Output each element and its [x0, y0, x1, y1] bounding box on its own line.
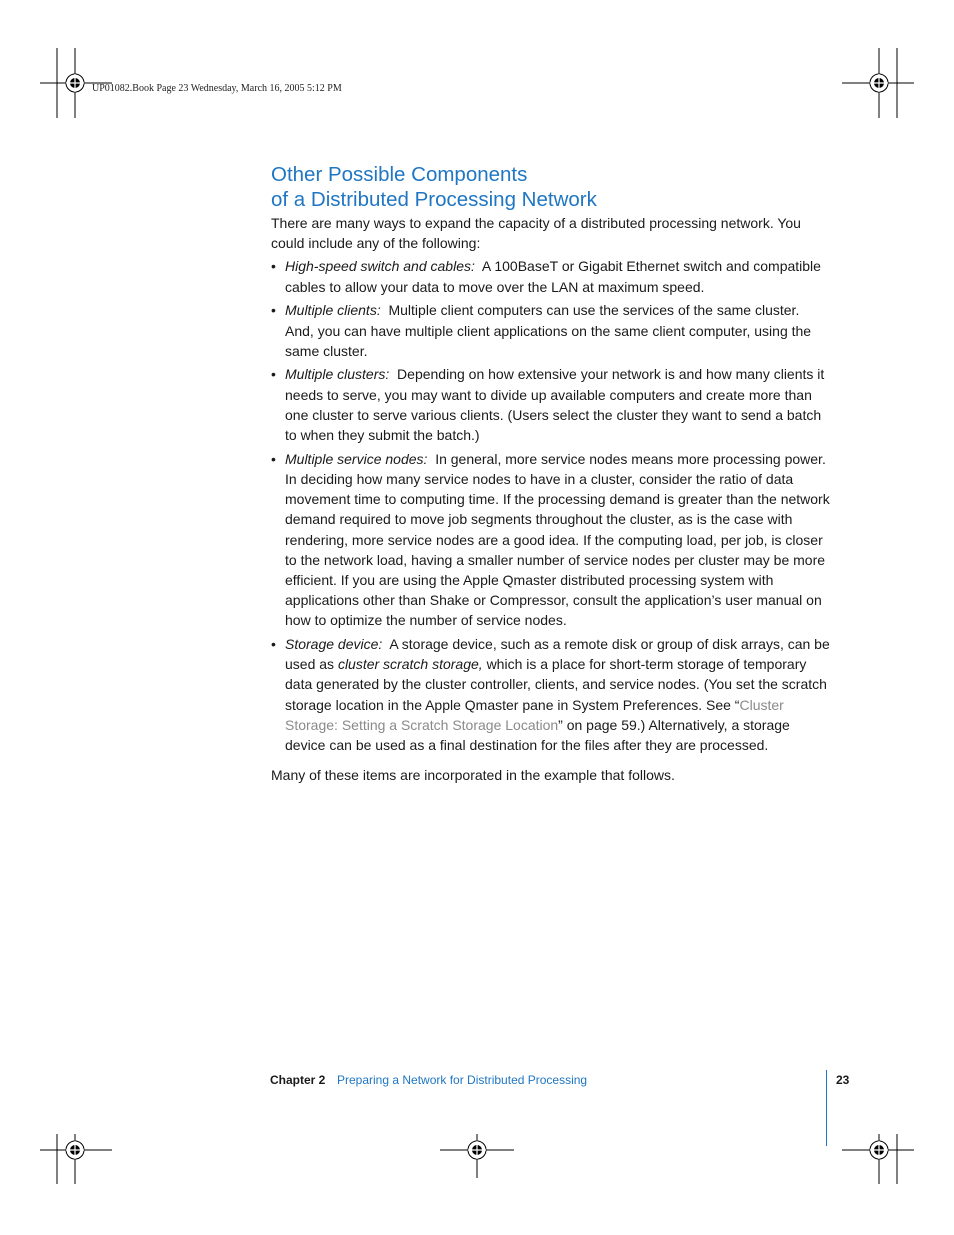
item-text: In general, more service nodes means more processing power. In deciding how many service nodes to have in a cluster, consider the ratio of data movement time to computing time. If the processing demand is greater than the network demand required to move job segments throughout the cluster, as is the case with rendering, more service nodes are a good idea. If the computing load, per job, is closer to the network load, having a smaller number of service nodes per cluster may be more efficient. If you are using the Apple Qmaster distributed processing system with applications other than Shake or Compressor, consult the application’s user manual on how to optimize the number of service nodes. — [285, 450, 830, 629]
list-item — [271, 256, 831, 296]
item-term: Multiple clusters: — [285, 366, 390, 383]
bullet-glyph: • — [271, 366, 276, 383]
intro-paragraph: There are many ways to expand the capacity of a distributed processing network. You could include any of the following: — [271, 215, 801, 252]
main-content — [271, 162, 831, 785]
cross-reference-link[interactable]: Cluster Storage: Setting a Scratch Storage Location — [285, 696, 784, 733]
item-term: Multiple clients: — [285, 302, 381, 319]
item-text-a: A storage device, such as a remote disk or group of disk arrays, can be used as — [285, 636, 830, 673]
list-item — [271, 634, 831, 755]
heading-line-1: Other Possible Components — [271, 163, 528, 186]
item-text-b: which is a place for short-term storage of temporary data generated by the cluster controller, clients, and service nodes. (You set the scratch storage location in the Apple Qmaster pane in System Preferences. See “ — [285, 656, 827, 713]
bullet-glyph: • — [271, 450, 276, 467]
item-text-c: ” on page 59.) Alternatively, a storage device can be used as a final destination for the files after they are processed. — [285, 716, 790, 754]
component-list — [271, 256, 831, 755]
list-item — [271, 449, 831, 631]
item-term: High-speed switch and cables: — [285, 258, 475, 275]
footer-chapter: Chapter 2 — [270, 1073, 326, 1087]
item-term: Storage device: — [285, 636, 383, 653]
bullet-glyph: • — [271, 258, 276, 275]
heading-line-2: of a Distributed Processing Network — [271, 188, 597, 211]
bullet-glyph: • — [271, 636, 276, 653]
section-heading — [271, 162, 831, 212]
item-term: Multiple service nodes: — [285, 450, 428, 467]
footer-chapter-title: Preparing a Network for Distributed Processing — [337, 1073, 588, 1087]
item-text: A 100BaseT or Gigabit Ethernet switch and compatible cables to allow your data to move over the LAN at maximum speed. — [285, 258, 821, 295]
page-number: 23 — [836, 1073, 850, 1087]
item-text: Multiple client computers can use the services of the same cluster. And, you can have multiple client applications on the same client computer, using the same cluster. — [285, 302, 812, 359]
list-item — [271, 300, 831, 361]
item-text: Depending on how extensive your network is and how many clients it needs to serve, you may want to divide up available computers and create more than one cluster to serve various clients. (Users select the cluster they want to send a batch to when they submit the batch.) — [285, 366, 825, 444]
closing-paragraph: Many of these items are incorporated in the example that follows. — [271, 767, 675, 784]
footer-rule — [826, 1070, 827, 1146]
item-term-inline: cluster scratch storage, — [337, 656, 483, 673]
bullet-glyph: • — [271, 302, 276, 319]
print-slug: UP01082.Book Page 23 Wednesday, March 16, 2005 5:12 PM — [92, 83, 342, 94]
list-item — [271, 364, 831, 445]
